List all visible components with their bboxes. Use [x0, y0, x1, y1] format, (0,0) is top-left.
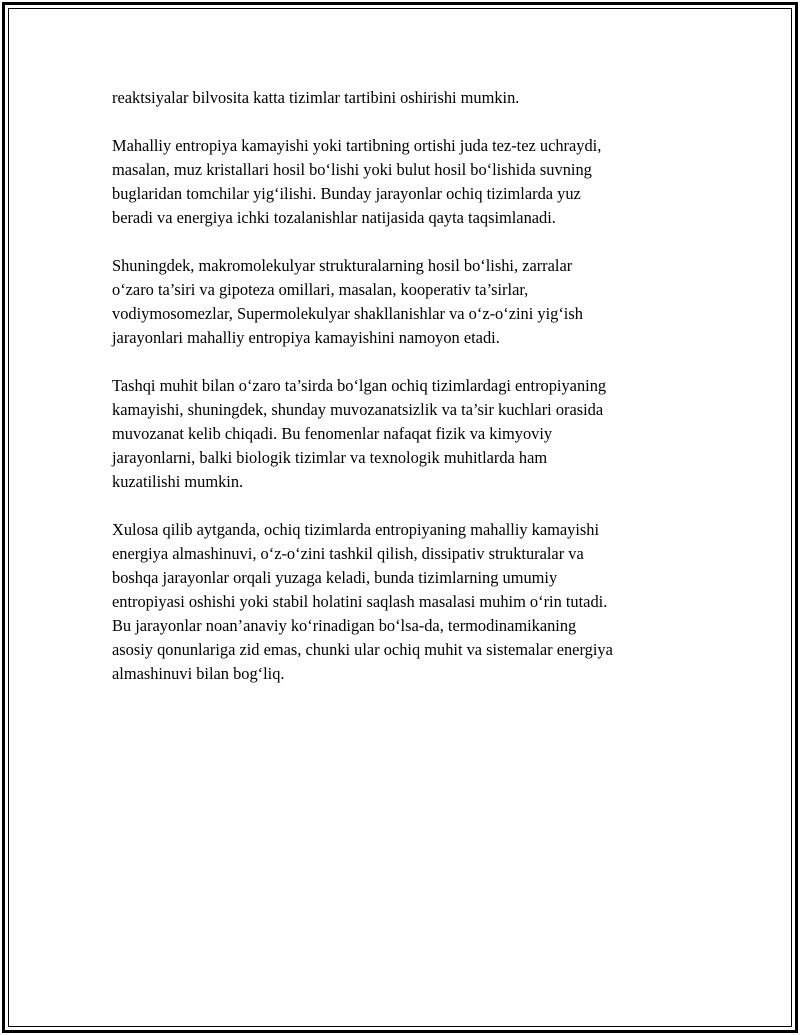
- text-line: masalan, muz kristallari hosil bo‘lishi yoki bulut hosil bo‘lishida suvning: [112, 160, 592, 179]
- text-line: asosiy qonunlariga zid emas, chunki ular ochiq muhit va sistemalar energiya: [112, 640, 613, 659]
- text-line: entropiyasi oshishi yoki stabil holatini saqlash masalasi muhim o‘rin tutadi.: [112, 592, 608, 611]
- text-line: Mahalliy entropiya kamayishi yoki tartibning ortishi juda tez-tez uchraydi,: [112, 136, 602, 155]
- text-line: beradi va energiya ichki tozalanishlar natijasida qayta taqsimlanadi.: [112, 208, 556, 227]
- text-line: boshqa jarayonlar orqali yuzaga keladi, bunda tizimlarning umumiy: [112, 568, 558, 587]
- text-line: Shuningdek, makromolekulyar strukturalarning hosil bo‘lishi, zarralar: [112, 256, 573, 275]
- paragraph-3: [112, 254, 692, 350]
- paragraph-2: [112, 134, 692, 230]
- text-line: energiya almashinuvi, o‘z-o‘zini tashkil qilish, dissipativ strukturalar va: [112, 544, 584, 563]
- text-line: jarayonlarni, balki biologik tizimlar va texnologik muhitlarda ham: [112, 448, 548, 467]
- text-line: kamayishi, shuningdek, shunday muvozanatsizlik va ta’sir kuchlari orasida: [112, 400, 604, 419]
- text-line: Tashqi muhit bilan o‘zaro ta’sirda bo‘lgan ochiq tizimlardagi entropiyaning: [112, 376, 607, 395]
- text-line: jarayonlari mahalliy entropiya kamayishini namoyon etadi.: [112, 328, 500, 347]
- text-line: almashinuvi bilan bog‘liq.: [112, 664, 285, 683]
- paragraph-5: [112, 518, 692, 686]
- text-line: kuzatilishi mumkin.: [112, 472, 244, 491]
- text-line: reaktsiyalar bilvosita katta tizimlar tartibini oshirishi mumkin.: [112, 88, 520, 107]
- text-line: Xulosa qilib aytganda, ochiq tizimlarda entropiyaning mahalliy kamayishi: [112, 520, 600, 539]
- text-line: vodiymosomezlar, Supermolekulyar shakllanishlar va o‘z-o‘zini yig‘ish: [112, 304, 583, 323]
- text-line: Bu jarayonlar noan’anaviy ko‘rinadigan bo‘lsa-da, termodinamikaning: [112, 616, 577, 635]
- paragraph-1: [112, 86, 692, 110]
- text-line: muvozanat kelib chiqadi. Bu fenomenlar nafaqat fizik va kimyoviy: [112, 424, 553, 443]
- paragraph-4: [112, 374, 692, 494]
- text-line: o‘zaro ta’siri va gipoteza omillari, masalan, kooperativ ta’sirlar,: [112, 280, 529, 299]
- document-body: [112, 86, 692, 710]
- text-line: buglaridan tomchilar yig‘ilishi. Bunday jarayonlar ochiq tizimlarda yuz: [112, 184, 581, 203]
